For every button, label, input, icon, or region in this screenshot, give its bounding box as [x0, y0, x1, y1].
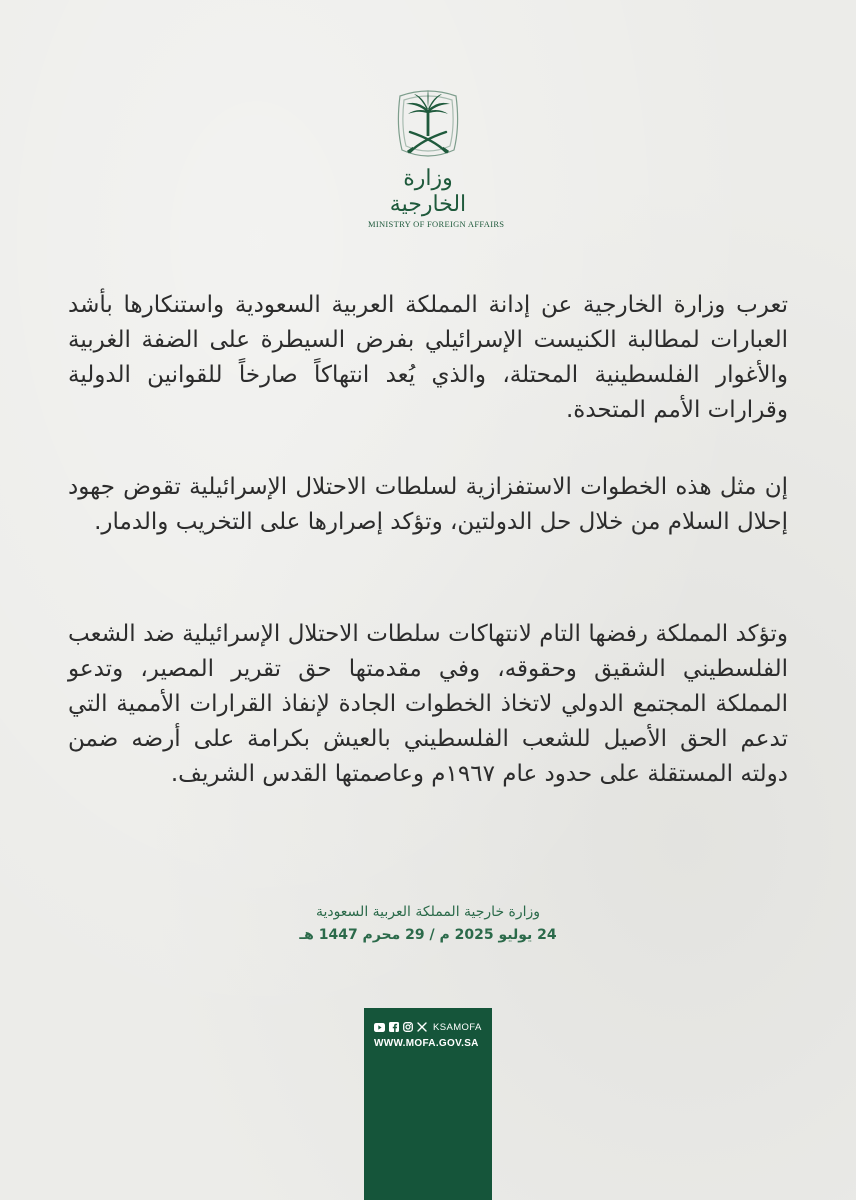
website-link[interactable]: WWW.MOFA.GOV.SA — [374, 1038, 479, 1049]
statement-paragraph-2: إن مثل هذه الخطوات الاستفزازية لسلطات الاحتلال الإسرائيلية تقوض جهود إحلال السلام من خلال حل الدولتين، وتؤكد إصرارها على التخريب والدمار. — [68, 474, 788, 535]
instagram-icon[interactable] — [402, 1022, 413, 1033]
logo-english-name: MINISTRY OF FOREIGN AFFAIRS — [368, 219, 505, 229]
statement-paragraph-3: وتؤكد المملكة رفضها التام لانتهاكات سلطات الاحتلال الإسرائيلية ضد الشعب الفلسطيني الشقيق وحقوقه، وفي مقدمتها حق تقرير المصير، وتدعو المملكة المجتمع الدولي لاتخاذ الخطوات الجادة لإنفاذ القرارات الأممية التي تدعم الحق الأصيل للشعب الفلسطيني بالعيش بكرامة على أرضه ضمن دولته المستقلة على حدود عام ١٩٦٧م وعاصمتها القدس الشريف. — [68, 621, 788, 787]
social-handle[interactable]: KSAMOFA — [433, 1021, 482, 1033]
facebook-icon[interactable] — [388, 1022, 399, 1033]
statement-date: 24 يوليو 2025 م / 29 محرم 1447 هـ — [299, 927, 557, 943]
footer-contact-box — [364, 1008, 492, 1200]
x-icon[interactable] — [416, 1022, 427, 1033]
statement-paragraph-1: تعرب وزارة الخارجية عن إدانة المملكة العربية السعودية واستنكارها بأشد العبارات لمطالبة الكنيست الإسرائيلي بفرض السيطرة على الضفة الغربية والأغوار الفلسطينية المحتلة، والذي يُعد انتهاكاً صارخاً للقوانين الدولية وقرارات الأمم المتحدة. — [68, 292, 788, 423]
emblem-palm-swords-icon — [388, 88, 468, 164]
social-links — [374, 1020, 482, 1034]
youtube-icon[interactable] — [374, 1022, 385, 1033]
ministry-logo — [368, 88, 505, 229]
logo-arabic-name: وزارة الخارجية — [389, 166, 467, 217]
issuer-name: وزارة خارجية المملكة العربية السعودية — [315, 904, 541, 920]
signature-block — [150, 902, 706, 946]
